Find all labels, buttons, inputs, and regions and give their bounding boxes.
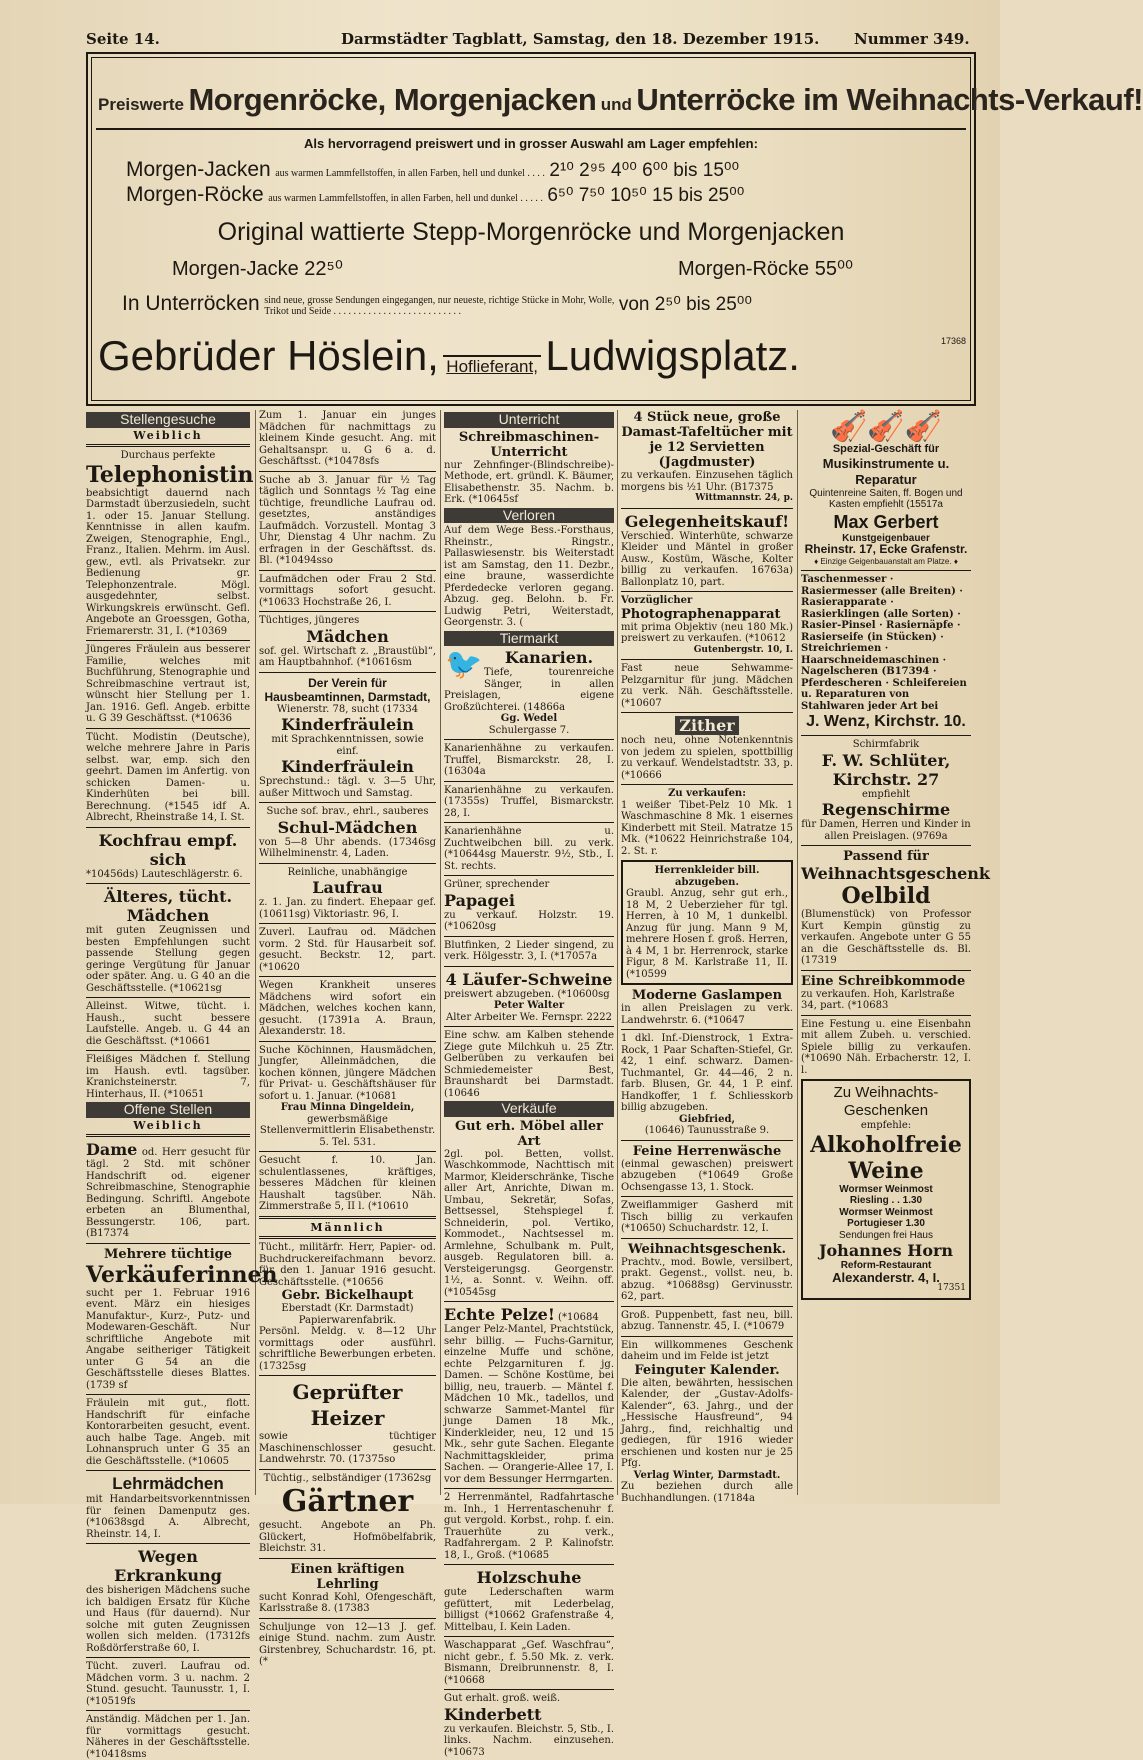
ad-title: Feine Herrenwäsche bbox=[632, 1143, 782, 1159]
ad-text: Taschenmesser · Rasiermesser (alle Breiten) · Rasierapparate · Rasierklingen (alle Sorten) · Rasier-Pinsel · Rasiernäpfe · Rasierseife (in Stücken) · Streichriemen · Haarschneidemaschinen · Nagelscheren (B17394 · Pferdescheren · Schleifereien u. Reparaturen von Stahlwaren jeder Art bei bbox=[801, 574, 967, 712]
ad-name: Peter Walter bbox=[493, 1000, 565, 1011]
ad-title: Musikinstrumente u. bbox=[822, 455, 950, 471]
divider bbox=[259, 802, 436, 803]
ad-title: Reparatur bbox=[855, 471, 917, 487]
column-rule bbox=[440, 410, 441, 1495]
section-banner: Verkäufe bbox=[444, 1101, 614, 1117]
firm-title: Hoflieferant, bbox=[443, 355, 541, 377]
ad-title: Kanarien. bbox=[504, 648, 594, 667]
headline-part: Morgenröcke, Morgenjacken bbox=[188, 82, 597, 117]
ad-title: Zither bbox=[675, 716, 738, 735]
ad-name: Max Gerbert bbox=[833, 511, 939, 532]
ad-text: 2gl. pol. Betten, vollst. Waschkommode, Nachttisch mit Marmor, Kleiderschränke, Tische aller Art, Anrichte, Diwan m. Umbau, Sekretär, Sofas, Bettsessel, Stehspiegel f. Schneiderin, pol. Vertiko, Kommodet., Nachtsessel m. Armlehne, Schulbank m. Pult, ausgeb. Regulatoren bill. a. Versteigerungsg. Georgenstr. 1½, a. Sonnt. v. Weihn. off. (*10545sg bbox=[444, 1148, 614, 1298]
ad-text: Tiefe, tourenreiche Sänger, in allen Preislagen, eigene Großzüchterei. (14866a bbox=[444, 667, 614, 713]
ad-text: nur Zehnfinger-(Blindschreibe)-Methode, ert. gründl. K. Bäumer, Elisabethenstr. 35. Nachm. b. Erk. (*10645sf bbox=[444, 459, 614, 505]
divider bbox=[259, 1216, 436, 1219]
row-label: Morgen-Jacken bbox=[126, 158, 271, 181]
divider bbox=[86, 1050, 250, 1051]
firm-name: Gebrüder Höslein, bbox=[98, 332, 439, 379]
ad-text: gute Lederschaften warm gefüttert, mit Lederbelag, billigst (*10662 Grafenstraße 4, Mittelbau, I. Kein Laden. bbox=[444, 1587, 614, 1633]
ad-head: Der Verein für Hausbeamtinnen, Darmstadt, bbox=[264, 675, 431, 704]
ad-text: Suche Köchinnen, Hausmädchen, Jungfer, Alleinmädchen, die kochen können, jüngere Mädchen für Privat- u. Geschäftshäuser für sofort u. 1. Januar. (*10681 bbox=[259, 1044, 436, 1102]
ad-text: Verschied. Winterhüte, schwarze Kleider und Mäntel in großer Ausw., Kostüm, Wäsche, Kolter billig zu verkaufen. 16763a) Ballonplatz 10, part. bbox=[621, 530, 793, 588]
ad-text: *10456ds) Lauteschlägerstr. 6. bbox=[86, 868, 243, 880]
ad-text: empfehle: bbox=[860, 1120, 912, 1131]
ad-text: Wegen Krankheit unseres Mädchens wird sofort ein Mädchen, welches kochen kann, gesucht. (17391a A. Braun, Alexanderstr. 18. bbox=[259, 980, 436, 1037]
row-prices: von 2⁵⁰ bis 25⁰⁰ bbox=[618, 294, 753, 315]
ad-title: Gärtner bbox=[281, 1484, 414, 1519]
ad-text: (einmal gewaschen) preiswert abzugeben (*10649 Große Ochsengasse 13, 1. Stock. bbox=[621, 1158, 793, 1193]
ad-title: Kinderfräulein bbox=[281, 757, 414, 776]
divider bbox=[444, 739, 614, 740]
ad-text: Eberstadt (Kr. Darmstadt) Papierwarenfabrik. bbox=[281, 1303, 414, 1326]
headline-part: Preiswerte bbox=[98, 95, 184, 114]
divider bbox=[621, 1238, 793, 1239]
ad-head: Zu verkaufen: bbox=[668, 788, 746, 799]
ad-text: beabsichtigt dauernd nach Darmstadt überzusiedeln, sucht 1. oder 15. Januar Stellung. Kenntnisse in allen kaufm. Zweigen, Stenographie, Engl., Franz., Italien. Mehrm. im Ausl. gew., evtl. als Privatsekr. zur Bedienung gr. Telephonzentrale. Mögl. ausgedehnter, selbst. Wirkungskreis erwünscht. Gefl. Angebote an Groessgen, Gotha, Friemarerstr. 31, I. (*10369 bbox=[86, 487, 250, 637]
ad-subtitle: Als hervorragend preiswert und in grosser Auswahl am Lager empfehlen: bbox=[304, 136, 758, 151]
ad-head: Suche sof. brav., ehrl., sauberes bbox=[266, 806, 429, 817]
ad-address: Rheinstr. 17, Ecke Grafenstr. bbox=[804, 542, 968, 556]
jacke-price: Morgen-Jacke 22⁵⁰ bbox=[172, 258, 343, 280]
section-banner: Verloren bbox=[444, 508, 614, 524]
ad-name: Giebfried, bbox=[679, 1113, 735, 1125]
divider bbox=[86, 728, 250, 729]
divider bbox=[444, 1488, 614, 1489]
hoeslein-advertisement bbox=[86, 52, 1143, 406]
ad-title: Damast-Tafeltücher mit bbox=[621, 425, 793, 440]
ad-text: Persönl. Meldg. v. 8—12 Uhr vormittags oder ausführl. schriftliche Bewerbungen erbeten. (17325sg bbox=[259, 1326, 436, 1372]
ad-ref: 17351 bbox=[937, 1283, 966, 1293]
ad-title: Kinderbett bbox=[444, 1704, 542, 1724]
ad-text: preiswert abzugeben. (*10600sg bbox=[444, 988, 610, 1000]
price-line: Wormser Weinmost bbox=[839, 1183, 933, 1195]
ad-title: Oelbild bbox=[841, 883, 931, 909]
ad-title: Holzschuhe bbox=[476, 1568, 582, 1587]
ad-text: od. Herr gesucht für tägl. 2 Std. mit schöner Handschrift od. eigener Schreibmaschine, Stenographie Bedingung. Schriftl. Angebote erbeten an Blumenthal, Bessungerstr. 106, part. (B17374 bbox=[86, 1147, 250, 1239]
ad-text: Alleinst. Witwe, tücht. i. Haush., sucht bessere Laufstelle. Angeb. u. G 44 an die Geschäftsst. (*10661 bbox=[86, 1001, 250, 1047]
section-subhead: Männlich bbox=[310, 1220, 385, 1234]
ad-head: Herrenkleider bill. abzugeben. bbox=[654, 865, 760, 888]
divider bbox=[86, 883, 250, 884]
ad-title: Wegen Erkrankung bbox=[114, 1547, 222, 1585]
price-line: Riesling . . 1.30 bbox=[849, 1195, 923, 1206]
row-prices: 6⁵⁰ 7⁵⁰ 10⁵⁰ 15 bis 25⁰⁰ bbox=[547, 185, 745, 206]
divider bbox=[259, 471, 436, 472]
ad-text: Groß. Puppenbett, fast neu, bill. abzug. Tannenstr. 45, I. (*10679 bbox=[621, 1309, 793, 1332]
ad-text: sucht Konrad Kohl, Ofengeschäft, Karlsstraße 8. (17383 bbox=[259, 1591, 436, 1614]
divider bbox=[444, 1026, 614, 1027]
divider bbox=[621, 659, 793, 660]
ad-name: J. Wenz, Kirchstr. 10. bbox=[806, 713, 966, 730]
horn-weine-box bbox=[801, 1079, 971, 1300]
divider bbox=[259, 923, 436, 924]
newspaper-dateline: Darmstädter Tagblatt, Samstag, den 18. Dezember 1915. bbox=[341, 30, 820, 48]
ad-head: Geschenken bbox=[843, 1102, 929, 1119]
column-rule bbox=[797, 410, 798, 1495]
ad-text: Waschapparat „Gef. Waschfrau“, nicht gebr., f. 5.50 Mk. z. verk. Bismann, Dreibrunnenstr. 8, I. (*10668 bbox=[444, 1640, 614, 1686]
ad-head: Vorzüglicher bbox=[621, 595, 693, 606]
ad-title: Verkäuferinnen bbox=[86, 1261, 278, 1288]
page-number: Seite 14. bbox=[86, 30, 160, 48]
ad-title: Mädchen bbox=[306, 626, 389, 646]
ad-title: Weihnachtsgeschenk. bbox=[627, 1241, 787, 1257]
ad-text: Gesucht f. 10. Jan. schulentlassenes, kräftiges, besseres Mädchen für kleinen Haushalt tagsüber. Näh. Zimmerstraße 5, II l. (*10610 bbox=[259, 1155, 436, 1212]
ad-text: mit guten Zeugnissen und besten Empfehlungen sucht passende Stellung gegen geringe Vergütung für Januar oder später. Ang. u. G 40 an die Geschäftsstelle. (*10621sg bbox=[86, 925, 250, 994]
ad-text: noch neu, ohne Notenkenntnis von jedem zu spielen, spottbillig zu verkauf. Wendelstadtstr. 33, p. (*10666 bbox=[621, 735, 793, 781]
ad-title: Älteres, tücht. Mädchen bbox=[103, 887, 233, 925]
section-banner: Offene Stellen bbox=[86, 1102, 250, 1118]
divider bbox=[444, 1636, 614, 1637]
violin-instruments-icon: 🎻🎻🎻 bbox=[829, 409, 943, 444]
ad-sub: Reform-Restaurant bbox=[840, 1260, 932, 1271]
divider bbox=[621, 1336, 793, 1337]
ad-text: sowie tüchtiger Maschinenschlosser gesucht. Landwehrstr. 70. (17375so bbox=[259, 1431, 436, 1465]
divider bbox=[444, 936, 614, 937]
ad-note: ♦ Einzige Geigenbauanstalt am Platze. ♦ bbox=[814, 556, 958, 566]
ad-title: Eine Schreibkommode bbox=[801, 973, 966, 989]
ad-text: Die alten, bewährten, hessischen Kalender, der „Gustav-Adolfs-Kalender“, 63. Jahrg., und der „Hessische Hausfreund“, 94 Jahrg., find, reichhaltig und gediegen, für 1916 wieder erschienen und kosten nur je 25 Pfg. bbox=[621, 1377, 793, 1469]
ad-text: Blutfinken, 2 Lieder singend, zu verk. Hölgesstr. 3, I. (*17057a bbox=[444, 939, 614, 962]
ad-text: Eine schw. am Kalben stehende Ziege gute Milchkuh u. 25 Ztr. Gelberüben zu verkaufen bei Schmiedemeister Best, Braunshardt bei Darmstadt. (10646 bbox=[444, 1030, 614, 1099]
divider bbox=[621, 591, 793, 592]
ad-name: Gg. Wedel bbox=[500, 713, 558, 724]
ad-text: für Damen, Herren und Kinder in allen Preislagen. (9769a bbox=[801, 819, 971, 842]
column-stellen bbox=[259, 410, 436, 1667]
ad-text: Sprechstund.: tägl. v. 3—5 Uhr, außer Mittwoch und Samstag. bbox=[259, 776, 436, 799]
divider bbox=[259, 1618, 436, 1619]
divider bbox=[444, 781, 614, 782]
ad-text: Tücht., militärfr. Herr, Papier- od. Buchdruckereifachmann bevorz. für den 1. Januar 1916 gesucht. Geschäftsstelle. (*10656 bbox=[259, 1242, 436, 1288]
price-line: Wormser Weinmost bbox=[839, 1206, 933, 1218]
ad-text: Zweiflammiger Gasherd mit Tisch billig zu verkaufen (*10650) Schuchardstr. 12, I. bbox=[621, 1200, 793, 1234]
divider bbox=[444, 1564, 614, 1565]
ad-title: Moderne Gaslampen bbox=[631, 988, 783, 1003]
ad-text: 1 dkl. Inf.-Dienstrock, 1 Extra-Rock, 1 Paar Schaften-Stiefel, Gr. 42, 1 einf. schwarz. Damen-Tuchmantel, Gr. 44—46, 2 n. farb. Blusen, Gr. 44, 1 P. einf. Handkoffer, 1 f. Schliesskorb billig abzugeben. bbox=[621, 1033, 793, 1113]
ad-address: Gutenbergstr. 10, I. bbox=[693, 644, 793, 655]
ad-text: sof. gel. Wirtschaft z. „Braustübl“, am Hauptbahnhof. (*10616sm bbox=[259, 645, 436, 668]
ad-text: Ein willkommenes Geschenk daheim und im Felde ist jetzt bbox=[621, 1339, 793, 1362]
divider bbox=[259, 1151, 436, 1152]
firm-address: Ludwigsplatz. bbox=[545, 332, 800, 379]
unterroecke-row bbox=[122, 292, 752, 317]
divider bbox=[801, 735, 971, 736]
divider bbox=[801, 845, 971, 846]
ad-text: Jüngeres Fräulein aus besserer Familie, welches mit Buchführung, Stenographie und Schreibmaschine vertraut ist, wünscht hier Stellung per 1. Jan. 1916. Gefl. Angeb. erbitte u. G 39 Geschäftsst. (*10636 bbox=[86, 644, 250, 724]
ad-title: Gebr. Bickelhaupt bbox=[281, 1288, 414, 1303]
ad-text: von 5—8 Uhr abends. (17346sg Wilhelminenstr. 4, Laden. bbox=[259, 836, 436, 859]
ad-text: Langer Pelz-Mantel, Prachtstück, sehr billig. — Fuchs-Garnitur, einzelne Muffe und schöne, echte Pelzgarnituren f. jg. Damen. — Schöne Kostüme, bei billig, neu, trauerb. — Mäntel f. Mädchen 10 Mk., tadellos, und schwarze Sammet-Mantel für junge Damen 18 Mk., Kinderkleider, neu, 12 und 15 Mk., sehr gute Sachen. Elegante Nachmittagskleider, prima Sachen. — Orangerie-Allee 17, I. vor dem Bessunger Herrngarten. bbox=[444, 1324, 614, 1485]
ad-title: Kinderfräulein bbox=[281, 715, 414, 734]
ad-text: mit prima Objektiv (neu 180 Mk.) preiswert zu verkaufen. (*10612 bbox=[621, 621, 793, 644]
divider bbox=[444, 875, 614, 876]
ad-ref: 17368 bbox=[940, 336, 966, 346]
canary-bird-icon: 🐦 bbox=[445, 647, 483, 682]
ad-headline bbox=[98, 82, 1143, 118]
section-banner: Stellengesuche bbox=[86, 412, 250, 428]
ad-title: Einen kräftigen Lehrling bbox=[290, 1561, 405, 1592]
divider bbox=[259, 1469, 436, 1470]
ad-head: Zu Weihnachts- bbox=[833, 1084, 939, 1101]
divider bbox=[86, 1243, 250, 1244]
divider bbox=[444, 822, 614, 823]
ad-title: 4 Stück neue, große bbox=[633, 410, 781, 425]
ad-title: Telephonistin bbox=[86, 461, 254, 488]
ad-name: Frau Minna Dingeldein, bbox=[280, 1102, 415, 1113]
ad-text: mit Sprachkenntnissen, sowie einf. bbox=[271, 734, 424, 757]
ad-text: zu verkaufen. Hoh, Karlstraße 34, part. (*10683 bbox=[801, 988, 955, 1011]
ad-text: Fast neue Sehwamme-Pelzgarnitur für jung. Mädchen zu verk. Näh. Geschäftsstelle. (*10607 bbox=[621, 663, 793, 709]
divider bbox=[259, 1558, 436, 1559]
column-geschaefte bbox=[801, 409, 990, 1495]
ad-text: Quintenreine Saiten, ff. Bogen und Kasten empfiehlt (15517a bbox=[809, 487, 963, 510]
ad-text: Prachtv., mod. Bowle, versilbert, prakt. Gegenst., vollst. neu, b. abzug. *10688sg) Gervinusstr. 62, part. bbox=[621, 1256, 793, 1302]
ad-text: zu verkauf. Holzstr. 19. (*10620sg bbox=[444, 909, 614, 932]
ad-head: Durchaus perfekte bbox=[120, 450, 216, 461]
divider bbox=[86, 444, 250, 447]
ad-text: Schuljunge von 12—13 J. gef. einige Stund. nachm. zum Austr. Girstenbrey, Schuchardstr. 16, pt. (* bbox=[259, 1621, 436, 1667]
divider bbox=[621, 784, 793, 785]
ad-title: Dame bbox=[86, 1140, 138, 1159]
page-header bbox=[86, 30, 970, 54]
ad-text: 1 weißer Tibet-Pelz 10 Mk. 1 Waschmaschine 8 Mk. 1 eisernes Kinderbett mit Steil. Matratze 15 Mk. (*10622 Heinrichstraße 104, 2. St. r. bbox=[621, 799, 793, 857]
column-rule bbox=[617, 410, 618, 1495]
ad-text: Graubl. Anzug, sehr gut erh., 18 M, 2 Ueberzieher für tgl. Herren, à 10 M, 1 dunkelbl. Anzug für jung. Mann 9 M, mehrere Hosen f. groß. Herren, à 4 M, 1 br. Herrenrock, starke Figur, 8 M. Karlstraße 11, II. (*10599 bbox=[626, 888, 788, 980]
divider bbox=[444, 966, 614, 967]
divider bbox=[86, 640, 250, 641]
ad-title: Weine bbox=[848, 1157, 924, 1184]
ad-text: Schulergasse 7. bbox=[488, 724, 570, 736]
section-banner: Tiermarkt bbox=[444, 631, 614, 647]
ad-text: Eine Festung u. eine Eisenbahn mit allem Zubeh. u. verschied. Spiele billig zu verkaufen. (*10690 Näh. Erbacherstr. 12, I. l. bbox=[801, 1018, 971, 1076]
ad-address: Wittmannstr. 24, p. bbox=[695, 493, 793, 503]
ad-text: Kanarienhähne zu verkaufen. Truffel, Bismarckstr. 28, I. (16304a bbox=[444, 743, 614, 777]
divider bbox=[259, 672, 436, 673]
ad-head: Tüchtig., selbständiger (17362sg bbox=[263, 1472, 432, 1484]
divider bbox=[86, 1134, 250, 1137]
firm-line bbox=[98, 332, 958, 380]
ad-title: je 12 Servietten bbox=[649, 440, 765, 455]
ad-text: des bisherigen Mädchens suche ich baldigen Ersatz für Küche und Haus (für dauernd). Nur solche mit guten Zeugnissen wollen sich melden. (17312fs Roßdörferstraße 60, I. bbox=[86, 1585, 250, 1654]
row-desc: Trikot und Seide . . . . . . . . . . . . . . . . . . . . . . . . . . bbox=[264, 305, 462, 317]
issue-number: Nummer 349. bbox=[854, 30, 970, 48]
ad-head: Tüchtiges, jüngeres bbox=[259, 615, 360, 626]
headline-part: und bbox=[600, 95, 632, 114]
divider bbox=[259, 1236, 436, 1239]
column-verkaeufe-2 bbox=[621, 410, 793, 1504]
ad-text: Kanarienhähne u. Zuchtweibchen bill. zu verk. (*10644sg Mauerstr. 9½, Stb., I. St. rechts. bbox=[444, 826, 614, 872]
ad-text: Sendungen frei Haus bbox=[839, 1229, 933, 1241]
divider bbox=[801, 1015, 971, 1016]
ad-text: Auf dem Wege Bess.-Forsthaus, Rheinstr., Ringstr., Pallaswiesenstr. bis Weiterstadt ist am Samstag, den 11. Dezbr., eine braune, wasserdichte Pferdedecke verloren gegang. Abzug. geg. Belohn. b. Fr. Ludwig Petri, Weiterstadt, Georgenstr. 3. ( bbox=[444, 525, 614, 628]
ad-title: Gelegenheitskauf! bbox=[624, 511, 790, 531]
divider bbox=[86, 1710, 250, 1711]
divider bbox=[801, 970, 971, 971]
divider bbox=[444, 1689, 614, 1690]
section-subhead: Weiblich bbox=[133, 1118, 203, 1132]
ad-text: empfiehlt bbox=[861, 788, 911, 800]
ad-title: Lehrmädchen bbox=[112, 1474, 224, 1493]
ad-title: Geprüfter Heizer bbox=[292, 1380, 403, 1430]
row-desc: aus warmen Lammfellstoffen, in allen Farben, hell und dunkel . . . . bbox=[275, 168, 545, 179]
row-desc: sind neue, grosse Sendungen eingegangen, nur neueste, richtige Stücke in Mohr, Wolle, bbox=[264, 294, 615, 306]
ad-text: Anständig. Mädchen per 1. Jan. für vormittags gesucht. Näheres in der Geschäftsstelle. (*10418sms bbox=[86, 1714, 250, 1760]
divider bbox=[86, 1470, 250, 1471]
divider bbox=[621, 1029, 793, 1030]
ad-text: gewerbsmäßige Stellenvermittlerin Elisabethenstr. 5. Tel. 531. bbox=[259, 1113, 436, 1148]
ad-text: Kanarienhähne zu verkaufen. (17355s) Truffel, Bismarckstr. 28, I. bbox=[444, 784, 614, 819]
ad-text: Fräulein mit gut., flott. Handschrift für einfache Kontorarbeiten gesucht, event. auch halbe Tage. Angeb. mit Lohnanspruch unter G 35 an die Geschäftsstelle. (*10605 bbox=[86, 1398, 250, 1467]
ad-title: Schreibmaschinen-Unterricht bbox=[458, 429, 600, 460]
ad-title: Gut erh. Möbel aller Art bbox=[454, 1118, 603, 1149]
ad-head: Mehrere tüchtige bbox=[103, 1246, 232, 1262]
ad-title: Regenschirme bbox=[821, 800, 951, 819]
ad-text: (Blumenstück) von Professor Kurt Kempin günstig zu verkaufen. Angebote unter G 55 an die Geschäftsstelle ds. Bl. (17319 bbox=[801, 909, 971, 966]
column-stellengesuche bbox=[86, 410, 278, 1760]
ad-text: 2 Herrenmäntel, Radfahrtasche m. Inh., 1 Herrentaschenuhr f. gut vergold. Korbst., rohp. f. ein. Trauerhüte zu verk., Radfahrergam. 2 P. Kalinofstr. 18, I., Groß. (*10685 bbox=[444, 1492, 614, 1561]
ad-text: zu verkaufen. Bleichstr. 5, Stb., I. links. Nachm. einzusehen. (*10673 bbox=[444, 1723, 614, 1758]
ad-title: Photographenapparat bbox=[621, 606, 781, 622]
original-line: Original wattierte Stepp-Morgenröcke und Morgenjacken bbox=[217, 218, 845, 246]
ad-text: mit Handarbeitsvorkenntnissen für feinen Damenputz ges. (*10638sgd A. Albrecht, Rheinstr. 14, I. bbox=[86, 1494, 250, 1540]
ad-name: Johannes Horn bbox=[818, 1241, 954, 1260]
ad-title: (Jagdmuster) bbox=[658, 455, 756, 470]
divider bbox=[621, 1140, 793, 1141]
ad-text: Zuverl. Laufrau od. Mädchen vorm. 2 Std. für Hausarbeit sof. gesucht. Beckstr. 12, part. (*10620 bbox=[259, 927, 436, 973]
divider bbox=[86, 1394, 250, 1395]
ad-sub: Schirmfabrik bbox=[852, 739, 920, 750]
row-label: In Unterröcken bbox=[122, 292, 260, 315]
ad-title: Weihnachtsgeschenk bbox=[801, 864, 990, 883]
ad-text: Fleißiges Mädchen f. Stellung im Haush. evtl. tagsüber. Kranichsteinerstr. 7, Hinterhaus, II. (*10651 bbox=[86, 1054, 250, 1100]
ad-ref: (*10684 bbox=[558, 1312, 599, 1323]
section-banner: Unterricht bbox=[444, 412, 614, 428]
divider bbox=[96, 128, 966, 130]
ad-name: F. W. Schlüter, Kirchstr. 27 bbox=[821, 750, 951, 789]
divider bbox=[444, 1301, 614, 1302]
ad-head: Gut erhalt. groß. weiß. bbox=[444, 1693, 561, 1704]
column-unterricht-verkaeufe bbox=[444, 410, 614, 1758]
ad-text: Laufmädchen oder Frau 2 Std. vormittags sofort gesucht. (*10633 Hochstraße 26, I. bbox=[259, 573, 436, 608]
row-label: Morgen-Röcke bbox=[126, 183, 264, 206]
divider bbox=[259, 1375, 436, 1376]
divider bbox=[621, 1196, 793, 1197]
ad-text: in allen Preislagen zu verk. Landwehrstr. 6. (*10647 bbox=[621, 1003, 793, 1026]
ad-text: Alter Arbeiter We. Fernspr. 2222 bbox=[445, 1011, 613, 1023]
price-line: Portugieser 1.30 bbox=[847, 1218, 925, 1229]
ad-title: Papagei bbox=[444, 890, 515, 910]
divider bbox=[621, 1306, 793, 1307]
ad-text: gesucht. Angebote an Ph. Glückert, Hofmöbelfabrik, Bleichstr. 31. bbox=[259, 1520, 436, 1554]
ad-title: Alkoholfreie bbox=[810, 1131, 962, 1158]
row-prices: 2¹⁰ 2⁹⁵ 4⁰⁰ 6⁰⁰ bis 15⁰⁰ bbox=[549, 160, 740, 181]
ad-title: Echte Pelze! bbox=[444, 1305, 555, 1324]
divider bbox=[259, 1041, 436, 1042]
section-subhead: Weiblich bbox=[133, 428, 203, 442]
headline-part: Unterröcke im Weihnachts-Verkauf! bbox=[636, 82, 1143, 117]
ad-text: Suche ab 3. Januar für ½ Tag täglich und Sonntags ½ Tag eine tüchtige, freundliche Laufrau od. gesetztes, anständiges Laufmädch. Vorzustell. Montag 3 Uhr, Dienstag 4 Uhr nachm. Zu erfragen in der Geschäftsst. ds. Bl. (*10494sso bbox=[259, 474, 436, 566]
ad-sub: Kunstgeigenbauer bbox=[842, 532, 930, 544]
price-row-roecke bbox=[126, 183, 744, 207]
ad-address: Alexanderstr. 4, I. bbox=[832, 1269, 940, 1285]
roecke-price: Morgen-Röcke 55⁰⁰ bbox=[678, 258, 853, 280]
ad-title: Laufrau bbox=[312, 878, 383, 897]
ad-text: zu verkaufen. Einzusehen täglich morgens bis ½1 Uhr. (B17375 bbox=[621, 470, 793, 493]
ad-text: Tücht. zuverl. Laufrau od. Mädchen vorm. 3 u. nachm. 2 Stund. gesucht. Taunusstr. 1, I. (*10519fs bbox=[86, 1661, 250, 1707]
ad-text: Tücht. Modistin (Deutsche), welche mehrere Jahre in Paris selbst. war, emp. sich den geehrt. Damen im Anfertig. von schicken Damen- u. Kinderhüten bei bill. Berechnung. (*1545 idf A. Albrecht, Rheinstraße 14, I. St. bbox=[86, 731, 250, 823]
price-row-jacken bbox=[126, 158, 739, 182]
ad-title: Spezial-Geschäft für bbox=[832, 443, 940, 455]
ad-text: (10646) Taunusstraße 9. bbox=[644, 1125, 770, 1136]
divider bbox=[86, 1543, 250, 1544]
row-desc: aus warmen Lammfellstoffen, in allen Farben, hell und dunkel . . . . . bbox=[268, 193, 543, 204]
divider bbox=[86, 997, 250, 998]
ad-text: Zu beziehen durch alle Buchhandlungen. (17184a bbox=[621, 1481, 793, 1504]
ad-head: Reinliche, unabhängige bbox=[287, 866, 408, 878]
ad-text: Wienerstr. 78, sucht (17334 bbox=[276, 703, 419, 715]
column-rule bbox=[255, 410, 256, 1495]
divider bbox=[86, 827, 250, 828]
ad-head: Grüner, sprechender bbox=[444, 879, 550, 890]
ad-text: Zum 1. Januar ein junges Mädchen für nachmittags zu kleinem Kinde gesucht. Ang. mit Gehaltsanspr. u. G 6 a. d. Geschäftsst. (*10478sfs bbox=[259, 410, 436, 467]
divider bbox=[621, 712, 793, 713]
ad-head: Passend für bbox=[843, 849, 929, 864]
ad-title: Kochfrau empf. sich bbox=[98, 830, 238, 869]
ad-title: Feinguter Kalender. bbox=[634, 1362, 780, 1378]
divider bbox=[259, 570, 436, 571]
ad-name: Verlag Winter, Darmstadt. bbox=[633, 1469, 781, 1481]
divider bbox=[259, 611, 436, 612]
ad-title: 4 Läufer-Schweine bbox=[445, 969, 613, 989]
divider bbox=[801, 570, 971, 571]
divider bbox=[259, 976, 436, 977]
ad-text: z. 1. Jan. zu findert. Ehepaar gef. (10611sg) Viktoriastr. 96, I. bbox=[259, 897, 436, 920]
divider bbox=[621, 508, 793, 509]
ad-title: Schul-Mädchen bbox=[277, 817, 418, 837]
divider bbox=[259, 863, 436, 864]
divider bbox=[86, 1657, 250, 1658]
herrenkleider-box bbox=[621, 860, 793, 985]
ad-text: sucht per 1. Februar 1916 event. März ein hiesiges Manufaktur-, Kurz-, Putz- und Modewaren-Geschäft. Nur schriftliche Angebote mit Angabe seitheriger Tätigkeit unter G 54 an die Geschäftsstelle dieses Blattes. (1739 sf bbox=[86, 1287, 250, 1391]
